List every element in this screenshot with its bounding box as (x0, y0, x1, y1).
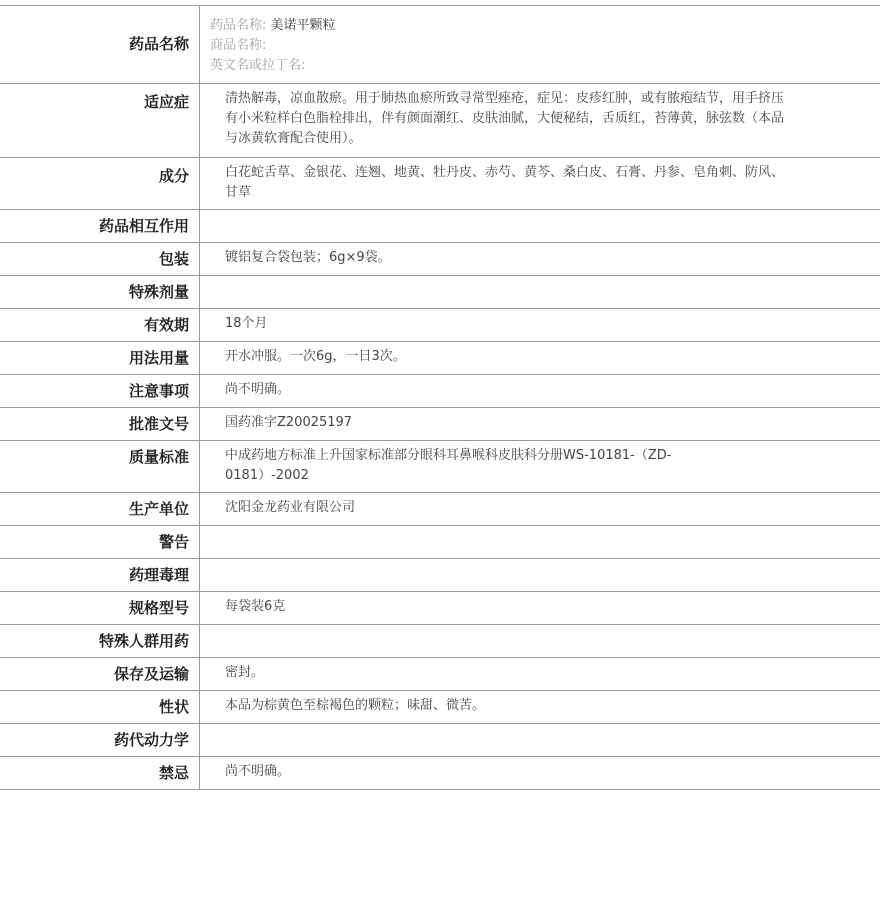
row-value (200, 276, 880, 308)
row-toxicology (0, 559, 880, 592)
row-contraindication (0, 757, 880, 790)
row-storage (0, 658, 880, 691)
row-standard (0, 441, 880, 493)
row-value (200, 625, 880, 657)
row-label: 禁忌 (0, 757, 200, 789)
row-value: 国药准字Z20025197 (225, 415, 353, 430)
generic-name-line (210, 16, 785, 36)
row-value (200, 210, 880, 242)
row-spec (0, 592, 880, 625)
row-value: 每袋装6克 (225, 599, 286, 614)
row-notes (0, 375, 880, 408)
row-value: 尚不明确。 (225, 764, 291, 779)
row-label: 警告 (0, 526, 200, 558)
row-label: 包装 (0, 243, 200, 275)
row-value: 尚不明确。 (225, 382, 291, 397)
row-value (200, 559, 880, 591)
row-label: 性状 (0, 691, 200, 723)
trade-name-line (210, 36, 785, 56)
row-value: 镀铝复合袋包装；6g×9袋。 (225, 250, 391, 265)
row-label: 特殊人群用药 (0, 625, 200, 657)
row-value: 白花蛇舌草、金银花、连翘、地黄、牡丹皮、赤芍、黄芩、桑白皮、石膏、丹参、皂角刺、防风、甘草 (225, 165, 785, 200)
row-approval (0, 408, 880, 441)
latin-name-key: 英文名或拉丁名: (210, 58, 306, 73)
drug-info-table (0, 5, 880, 790)
row-ingredients (0, 158, 880, 210)
row-manufacturer (0, 493, 880, 526)
row-label: 特殊剂量 (0, 276, 200, 308)
row-interaction (0, 210, 880, 243)
row-value: 开水冲服。一次6g，一日3次。 (225, 349, 406, 364)
row-label: 药理毒理 (0, 559, 200, 591)
trade-name-key: 商品名称: (210, 38, 267, 53)
row-label: 规格型号 (0, 592, 200, 624)
row-drug-name (0, 6, 880, 84)
generic-name-value: 美诺平颗粒 (270, 18, 336, 33)
row-validity (0, 309, 880, 342)
generic-name-key: 药品名称: (210, 18, 267, 33)
row-label: 注意事项 (0, 375, 200, 407)
row-special-dose (0, 276, 880, 309)
row-value (200, 724, 880, 756)
row-value: 沈阳金龙药业有限公司 (225, 500, 356, 515)
row-value: 本品为棕黄色至棕褐色的颗粒；味甜、微苦。 (225, 698, 486, 713)
row-label: 适应症 (0, 84, 200, 157)
row-usage (0, 342, 880, 375)
latin-name-line (210, 56, 785, 76)
row-value: 18个月 (225, 316, 268, 331)
row-package (0, 243, 880, 276)
row-label: 质量标准 (0, 441, 200, 492)
row-pharmacokinetics (0, 724, 880, 757)
row-label: 生产单位 (0, 493, 200, 525)
row-label: 批准文号 (0, 408, 200, 440)
row-label: 药品相互作用 (0, 210, 200, 242)
row-label: 有效期 (0, 309, 200, 341)
row-label: 药代动力学 (0, 724, 200, 756)
row-value: 清热解毒，凉血散瘀。用于肺热血瘀所致寻常型痤疮，症见：皮疹红肿，或有脓疱结节，用手挤压有小米粒样白色脂栓排出，伴有颜面潮红、皮肤油腻，大便秘结，舌质红，苔薄黄，脉弦数（本品与冰黄软膏配合使用）。 (225, 91, 785, 146)
drug-name-block (200, 6, 880, 83)
row-label: 用法用量 (0, 342, 200, 374)
row-value: 中成药地方标准上升国家标准部分眼科耳鼻喉科皮肤科分册WS-10181-（ZD-0181）-2002 (225, 448, 672, 483)
row-warning (0, 526, 880, 559)
row-label: 药品名称 (0, 6, 200, 83)
row-label: 成分 (0, 158, 200, 209)
row-value: 密封。 (225, 665, 265, 680)
row-value (200, 526, 880, 558)
row-character (0, 691, 880, 724)
row-label: 保存及运输 (0, 658, 200, 690)
row-indication (0, 84, 880, 158)
row-special-groups (0, 625, 880, 658)
